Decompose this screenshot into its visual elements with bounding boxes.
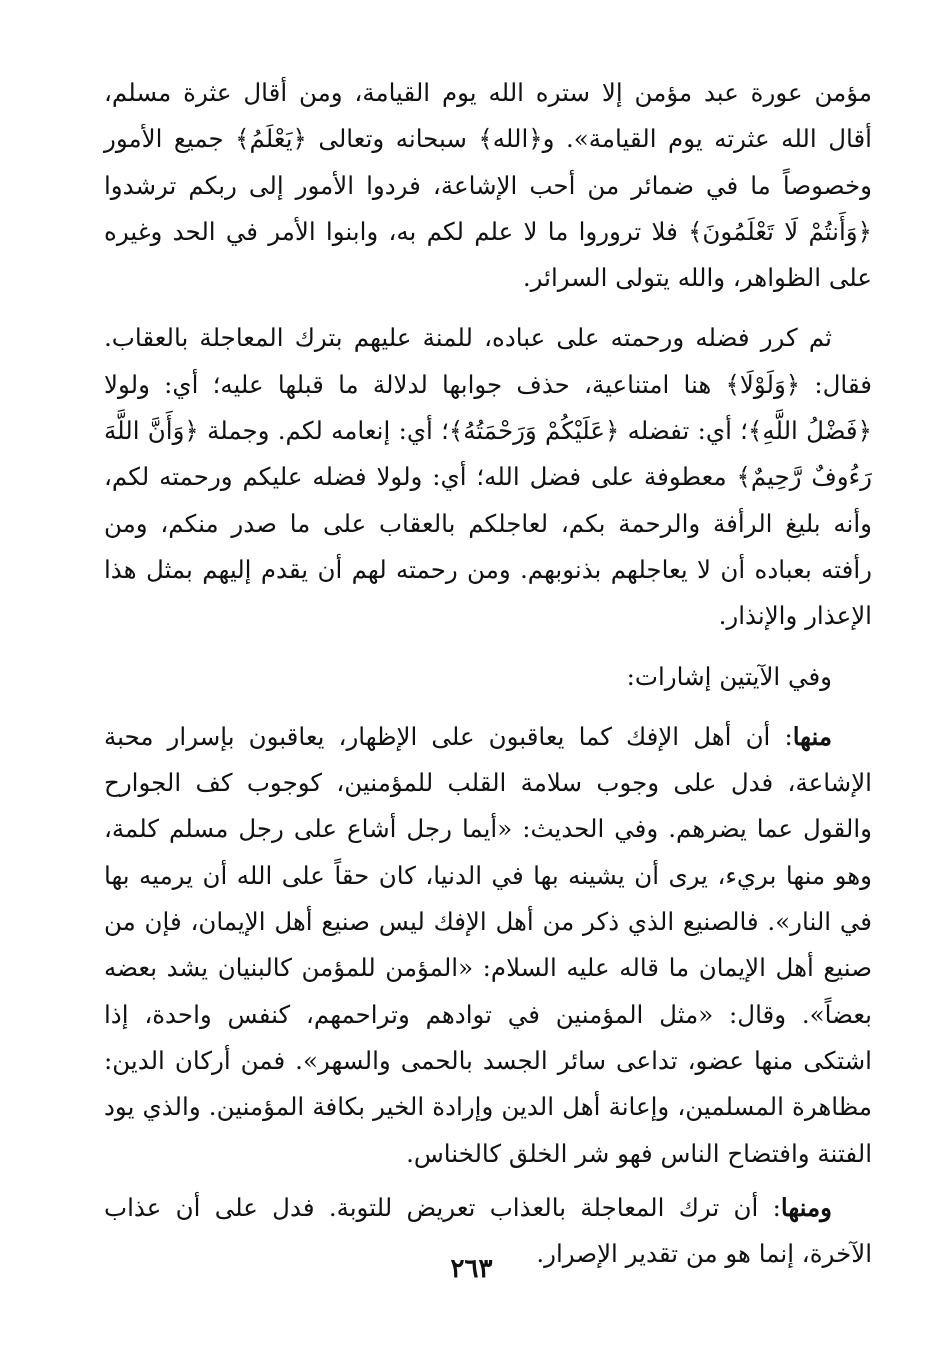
paragraph-1: مؤمن عورة عبد مؤمن إلا ستره الله يوم القيامة، ومن أقال عثرة مسلم، أقال الله عثرته يوم القيامة». و﴿الله﴾ سبحانه وتعالى ﴿يَعْلَمُ﴾ جميع الأمور وخصوصاً ما في ضمائر من أحب الإشاعة، فردوا الأمور إلى ربكم ترشدوا ﴿وَأَنتُمْ لَا تَعْلَمُونَ﴾ فلا تروروا ما لا علم لكم به، وابنوا الأمر في الحد وغيره على الظواهر، والله يتولى السرائر. [104, 78, 872, 293]
point-1-lead: منها [792, 721, 832, 751]
page-number: ٢٦٣ [450, 1254, 493, 1284]
point-2-text: : أن ترك المعاجلة بالعذاب تعريض للتوبة. فدل على أن عذاب الآخرة، إنما هو من تقدير الإصرار. [104, 1192, 872, 1269]
point-1-text: : أن أهل الإفك كما يعاقبون على الإظهار، يعاقبون بإسرار محبة الإشاعة، فدل على وجوب سلامة القلب للمؤمنين، كوجوب كف الجوارح والقول عما يضرهم. وفي الحديث: «أيما رجل أشاع على رجل مسلم كلمة، وهو منها بريء، يرى أن يشينه بها في الدنيا، كان حقاً على الله أن يرميه بها في النار». فالصنيع الذي ذكر من أهل الإفك ليس صنيع أهل الإيمان، فإن من صنيع أهل الإيمان ما قاله عليه السلام: «المؤمن للمؤمن كالبنيان يشد بعضه بعضاً». وقال: «مثل المؤمنين في توادهم وتراحمهم، كنفس واحدة، إذا اشتكى منها عضو، تداعى سائر الجسد بالحمى والسهر». فمن أركان الدين: مظاهرة المسلمين، وإعانة أهل الدين وإرادة الخير بكافة المؤمنين. والذي يود الفتنة وافتضاح الناس فهو شر الخلق كالخناس. [104, 721, 872, 1168]
section-heading: وفي الآيتين إشارات: [626, 661, 832, 691]
paragraph-point-1 [104, 714, 872, 1177]
paragraph-2: ثم كرر فضله ورحمته على عباده، للمنة عليهم بترك المعاجلة بالعقاب. فقال: ﴿وَلَوْلَا﴾ هنا امتناعية، حذف جوابها لدلالة ما قبلها عليه؛ أي: ولولا ﴿فَضْلُ اللَّهِ﴾؛ أي: تفضله ﴿عَلَيْكُمْ وَرَحْمَتُهُ﴾؛ أي: إنعامه لكم. وجملة ﴿وَأَنَّ اللَّهَ رَءُوفٌ رَّحِيمٌ﴾ معطوفة على فضل الله؛ أي: ولولا فضله عليكم ورحمته لكم، وأنه بليغ الرأفة والرحمة بكم، لعاجلكم بالعقاب على ما صدر منكم، ومن رأفته بعباده أن لا يعاجلهم بذنوبهم. ومن رحمته لهم أن يقدم إليهم بمثل هذا الإعذار والإنذار. [104, 323, 872, 631]
point-2-lead: ومنها [780, 1192, 832, 1222]
page-body [104, 70, 872, 1277]
